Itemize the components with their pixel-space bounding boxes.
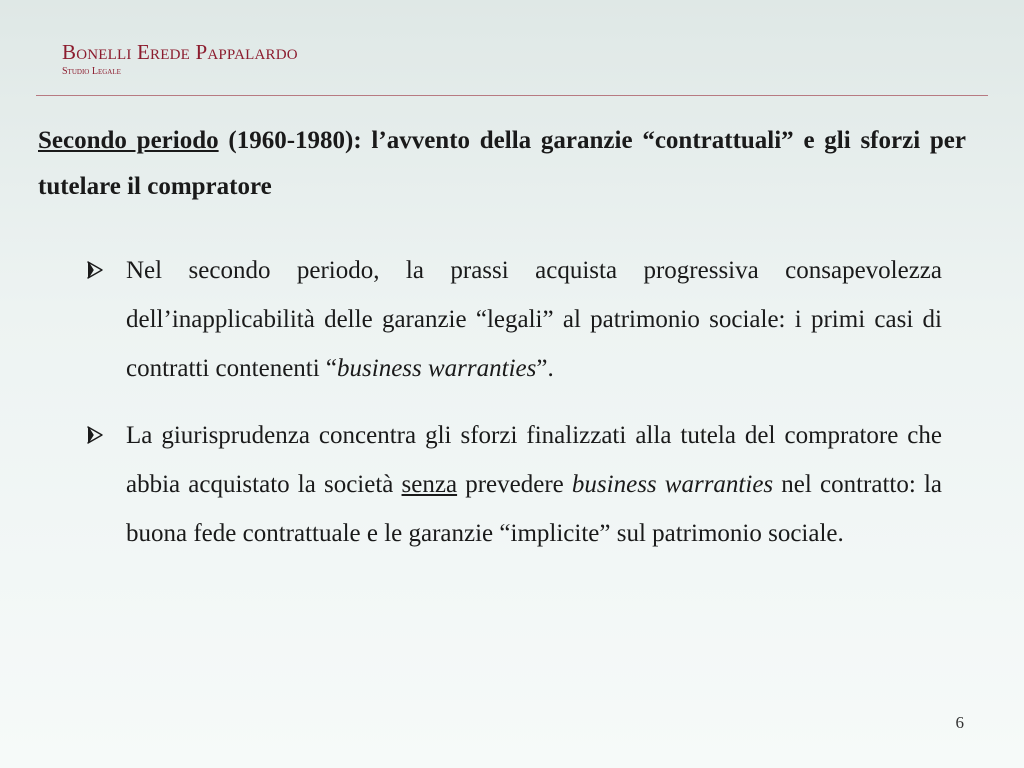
bullet-underlined: senza [401, 471, 458, 498]
firm-logo [62, 42, 298, 77]
bullet-list [86, 246, 942, 576]
bullet-text: Nel secondo periodo, la prassi acquista progressiva consapevolezza dell’inapplicabilità delle garanzie “legali” al patrimonio sociale: i primi casi di contratti contenenti “ [126, 257, 942, 382]
title-underlined: Secondo periodo [38, 127, 219, 154]
arrow-bullet-icon [86, 260, 104, 280]
firm-name: Bonelli Erede Pappalardo [62, 40, 298, 64]
bullet-italic: business warranties [571, 471, 774, 498]
page-number: 6 [955, 713, 964, 732]
header-divider [36, 95, 988, 96]
bullet-italic: business warranties [337, 355, 537, 382]
firm-subtitle: Studio Legale [62, 66, 121, 77]
slide-title [38, 118, 966, 210]
bullet-text: La giurisprudenza concentra gli sforzi finalizzati alla tutela del compratore che abbia acquistato la società [126, 422, 942, 498]
bullet-item [86, 246, 942, 393]
bullet-item [86, 411, 942, 558]
title-rest: (1960-1980): l’avvento della garanzie “contrattuali” e gli sforzi per tutelare il compratore [38, 127, 966, 200]
bullet-text-end: ”. [536, 355, 554, 382]
bullet-text-middle: prevedere [457, 471, 572, 498]
bullet-text-end: nel contratto: la buona fede contrattuale e le garanzie “implicite” sul patrimonio sociale. [126, 471, 942, 547]
arrow-bullet-icon [86, 425, 104, 445]
